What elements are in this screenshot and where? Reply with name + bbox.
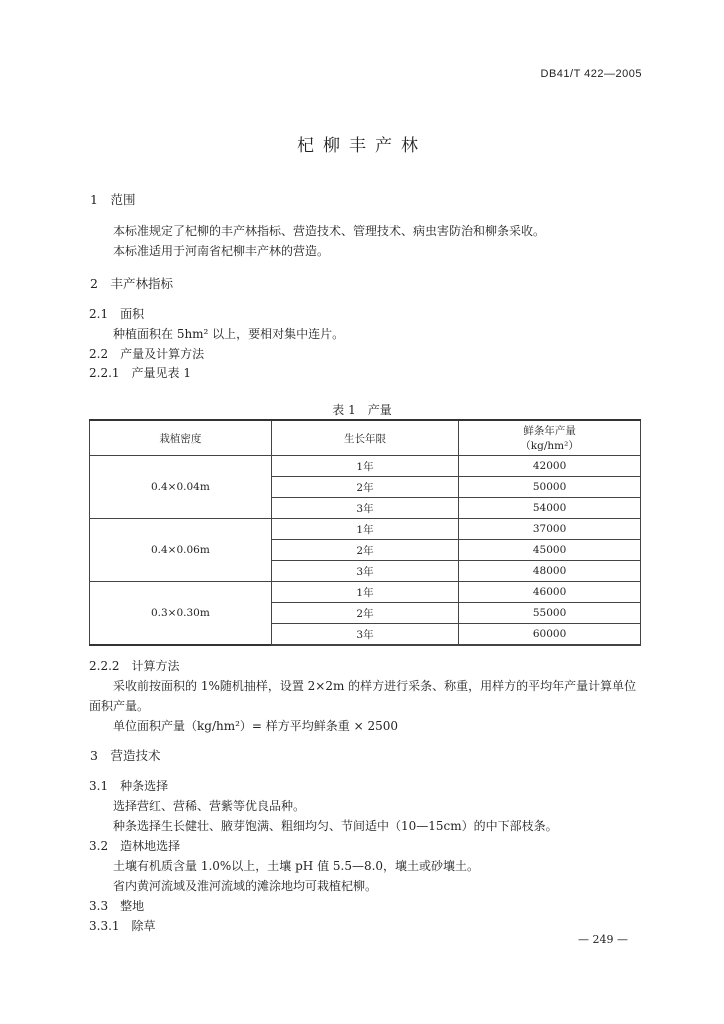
section-3-2-para-1: 土壤有机质含量 1.0%以上，土壤 pH 值 5.5—8.0，壤土或砂壤土。 — [113, 859, 480, 873]
standard-number: DB41/T 422—2005 — [540, 68, 642, 80]
density-cell: 0.4×0.06m — [90, 519, 272, 582]
yield-cell: 55000 — [459, 603, 641, 624]
page-title: 杞柳丰产林 — [297, 136, 427, 156]
yield-cell: 37000 — [459, 519, 641, 540]
section-2-heading: 2 丰产林指标 — [90, 276, 173, 291]
section-3-1-para-2: 种条选择生长健壮、腋芽饱满、粗细均匀、节间适中（10—15cm）的中下部枝条。 — [113, 819, 558, 833]
section-1-heading: 1 范围 — [90, 192, 136, 207]
year-cell: 3年 — [271, 624, 458, 646]
header-yield-label: 鲜条年产量 — [523, 425, 576, 437]
section-3-heading: 3 营造技术 — [90, 748, 161, 763]
section-3-2-heading: 3.2 造林地选择 — [89, 839, 181, 853]
yield-cell: 48000 — [459, 561, 641, 582]
section-3-1-para-1: 选择营红、营稀、营紫等优良品种。 — [113, 799, 306, 813]
year-cell: 2年 — [271, 603, 458, 624]
section-2-2-heading: 2.2 产量及计算方法 — [89, 347, 205, 361]
section-2-2-2-heading: 2.2.2 计算方法 — [89, 659, 180, 673]
section-3-2-para-2: 省内黄河流域及淮河流域的滩涂地均可栽植杞柳。 — [113, 879, 378, 893]
year-cell: 2年 — [271, 477, 458, 498]
header-years: 生长年限 — [271, 420, 458, 456]
yield-cell: 42000 — [459, 456, 641, 477]
section-1-para-2: 本标准适用于河南省杞柳丰产林的营造。 — [113, 244, 330, 258]
yield-cell: 54000 — [459, 498, 641, 519]
section-2-2-1-heading: 2.2.1 产量见表 1 — [89, 366, 191, 380]
density-cell: 0.3×0.30m — [90, 582, 272, 646]
table-row — [90, 582, 641, 603]
header-yield — [459, 420, 641, 456]
year-cell: 1年 — [271, 456, 458, 477]
section-3-3-heading: 3.3 整地 — [89, 899, 145, 913]
yield-cell: 50000 — [459, 477, 641, 498]
header-density: 栽植密度 — [90, 420, 272, 456]
yield-cell: 60000 — [459, 624, 641, 646]
section-2-2-2-para-line-1: 采收前按面积的 1%随机抽样，设置 2×2m 的样方进行采条、称重，用样方的平均年产量计算单位 — [113, 679, 637, 693]
header-yield-unit: （kg/hm²） — [520, 440, 579, 452]
year-cell: 3年 — [271, 498, 458, 519]
table-row — [90, 519, 641, 540]
year-cell: 3年 — [271, 561, 458, 582]
section-3-3-1-heading: 3.3.1 除草 — [89, 919, 156, 933]
yield-table — [89, 419, 641, 646]
section-1-para-1: 本标准规定了杞柳的丰产林指标、营造技术、管理技术、病虫害防治和柳条采收。 — [113, 224, 546, 238]
table-caption: 表 1 产量 — [332, 403, 392, 417]
section-2-1-heading: 2.1 面积 — [89, 307, 145, 321]
year-cell: 1年 — [271, 519, 458, 540]
yield-formula: 单位面积产量（kg/hm²）= 样方平均鲜条重 × 2500 — [113, 719, 399, 733]
section-2-1-para: 种植面积在 5hm² 以上，要相对集中连片。 — [113, 327, 345, 341]
table-row — [90, 456, 641, 477]
table-header-row — [90, 420, 641, 456]
section-2-2-2-para-line-2: 面积产量。 — [89, 699, 150, 713]
yield-cell: 46000 — [459, 582, 641, 603]
page-number: — 249 — — [578, 933, 628, 946]
section-3-1-heading: 3.1 种条选择 — [89, 779, 169, 793]
yield-cell: 45000 — [459, 540, 641, 561]
density-cell: 0.4×0.04m — [90, 456, 272, 519]
year-cell: 1年 — [271, 582, 458, 603]
year-cell: 2年 — [271, 540, 458, 561]
